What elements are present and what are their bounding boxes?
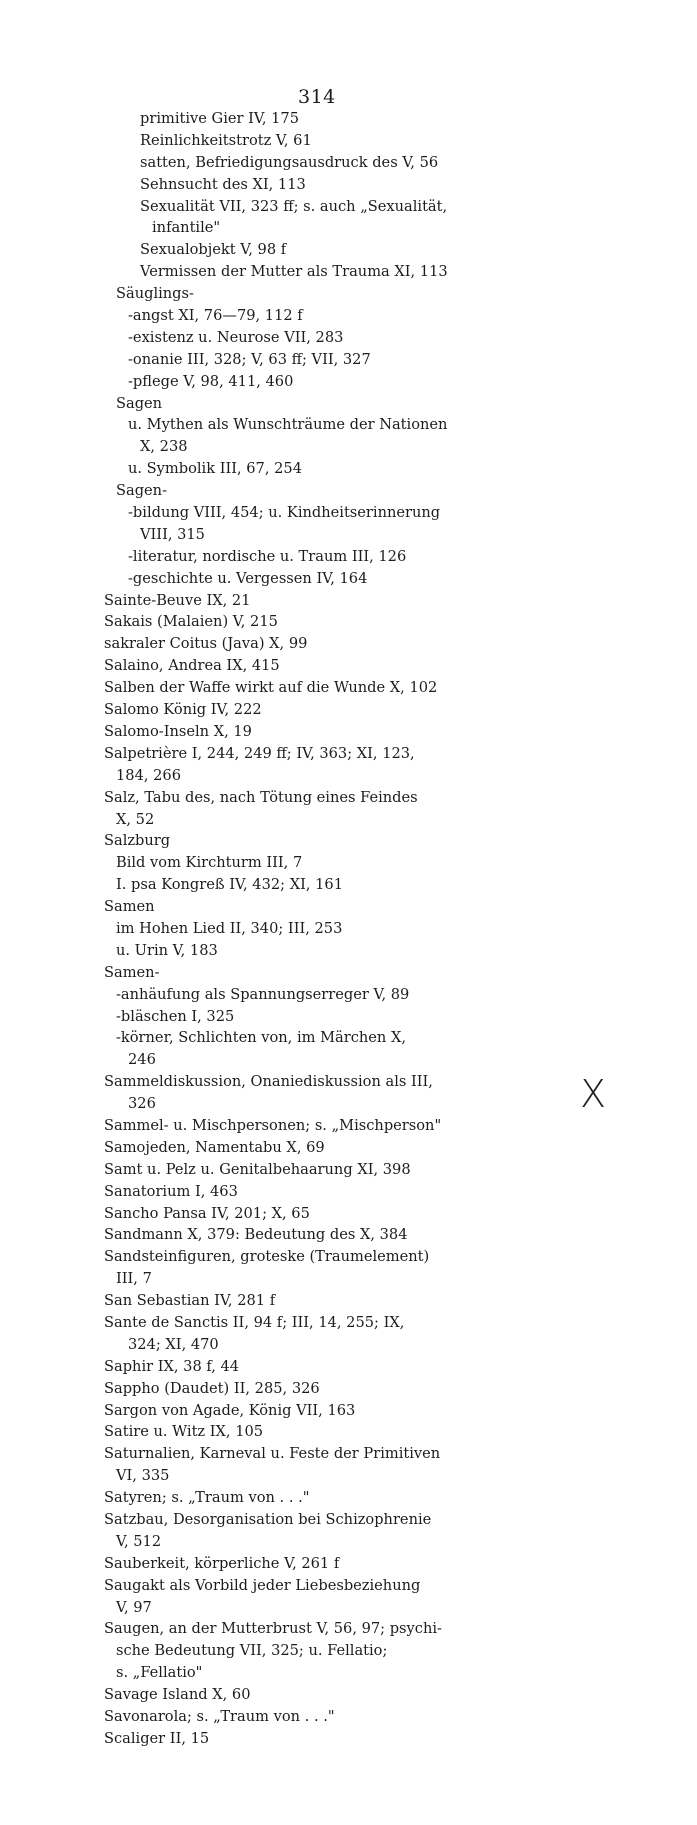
index-line: X, 52 [116, 810, 155, 828]
margin-mark: X [580, 1072, 607, 1116]
index-line: Savage Island X, 60 [104, 1686, 251, 1704]
index-line: -anhäufung als Spannungserreger V, 89 [116, 985, 410, 1003]
index-line: -onanie III, 328; V, 63 ff; VII, 327 [128, 350, 371, 368]
index-line: Satyren; s. „Traum von . . ." [104, 1489, 310, 1507]
index-line: Sandmann X, 379: Bedeutung des X, 384 [104, 1226, 408, 1244]
index-line: Sauberkeit, körperliche V, 261 f [104, 1554, 340, 1572]
index-line: satten, Befriedigungsausdruck des V, 56 [140, 153, 439, 171]
index-line: Samen- [104, 963, 160, 981]
index-line: Sexualität VII, 323 ff; s. auch „Sexualität, [140, 197, 448, 215]
index-line: 324; XI, 470 [128, 1335, 219, 1353]
index-line: Salz, Tabu des, nach Tötung eines Feindes [104, 788, 418, 806]
index-line: im Hohen Lied II, 340; III, 253 [116, 919, 343, 937]
index-line: I. psa Kongreß IV, 432; XI, 161 [116, 876, 343, 894]
index-line: Sammel- u. Mischpersonen; s. „Mischperson" [104, 1116, 442, 1134]
index-line: -bläschen I, 325 [116, 1007, 235, 1025]
index-line: Scaliger II, 15 [104, 1729, 210, 1747]
index-line: -körner, Schlichten von, im Märchen X, [116, 1029, 406, 1047]
index-line: V, 512 [116, 1532, 162, 1550]
index-line: Reinlichkeitstrotz V, 61 [140, 131, 312, 149]
index-line: -literatur, nordische u. Traum III, 126 [128, 547, 407, 565]
index-line: 246 [128, 1051, 156, 1069]
index-line: Samen [104, 898, 155, 916]
index-line: Sagen [116, 394, 163, 412]
index-line: -bildung VIII, 454; u. Kindheitserinnerung [128, 504, 441, 522]
index-line: 326 [128, 1095, 156, 1113]
index-line: San Sebastian IV, 281 f [104, 1292, 276, 1310]
index-line: Saugen, an der Mutterbrust V, 56, 97; psychi- [104, 1620, 442, 1638]
index-line: Säuglings- [116, 285, 194, 303]
index-line: infantile" [152, 219, 221, 237]
index-line: VIII, 315 [140, 525, 205, 543]
index-line: Salzburg [104, 832, 171, 850]
index-line: sche Bedeutung VII, 325; u. Fellatio; [116, 1642, 388, 1660]
index-line: -angst XI, 76—79, 112 f [128, 307, 303, 325]
index-line: Sainte-Beuve IX, 21 [104, 591, 251, 609]
index-line: X, 238 [140, 438, 188, 456]
page-number: 314 [298, 86, 336, 108]
index-line: Sandsteinfiguren, groteske (Traumelement) [104, 1248, 430, 1266]
index-line: u. Urin V, 183 [116, 941, 218, 959]
index-line: V, 97 [116, 1598, 152, 1616]
index-line: VI, 335 [116, 1467, 170, 1485]
index-line: Samt u. Pelz u. Genitalbehaarung XI, 398 [104, 1160, 411, 1178]
index-line: Salben der Waffe wirkt auf die Wunde X, 102 [104, 679, 438, 697]
index-line: Sante de Sanctis II, 94 f; III, 14, 255; IX, [104, 1313, 405, 1331]
index-entries [104, 108, 534, 1750]
index-line: Vermissen der Mutter als Trauma XI, 113 [140, 263, 448, 281]
index-line: Salpetrière I, 244, 249 ff; IV, 363; XI, 123, [104, 744, 415, 762]
index-line: Sammeldiskussion, Onaniediskussion als III, [104, 1073, 433, 1091]
index-line: -existenz u. Neurose VII, 283 [128, 328, 344, 346]
index-line: Salaino, Andrea IX, 415 [104, 657, 280, 675]
index-line: sakraler Coitus (Java) X, 99 [104, 635, 308, 653]
index-line: Savonarola; s. „Traum von . . ." [104, 1708, 335, 1726]
index-line: Salomo König IV, 222 [104, 701, 262, 719]
index-line: Sagen- [116, 482, 168, 500]
index-line: Saturnalien, Karneval u. Feste der Primitiven [104, 1445, 441, 1463]
index-line: Sargon von Agade, König VII, 163 [104, 1401, 356, 1419]
index-line: Salomo-Inseln X, 19 [104, 722, 252, 740]
index-line: 184, 266 [116, 766, 181, 784]
index-line: Sappho (Daudet) II, 285, 326 [104, 1379, 320, 1397]
index-line: s. „Fellatio" [116, 1664, 203, 1682]
index-line: Saugakt als Vorbild jeder Liebesbeziehung [104, 1576, 421, 1594]
index-line: Sexualobjekt V, 98 f [140, 241, 287, 259]
index-line: -geschichte u. Vergessen IV, 164 [128, 569, 368, 587]
index-line: Sanatorium I, 463 [104, 1182, 238, 1200]
index-line: u. Symbolik III, 67, 254 [128, 460, 302, 478]
index-line: Sakais (Malaien) V, 215 [104, 613, 278, 631]
index-line: Satzbau, Desorganisation bei Schizophrenie [104, 1511, 432, 1528]
index-line: Sehnsucht des XI, 113 [140, 175, 306, 193]
index-line: u. Mythen als Wunschträume der Nationen [128, 416, 448, 434]
index-line: III, 7 [116, 1270, 152, 1288]
index-line: Satire u. Witz IX, 105 [104, 1423, 264, 1441]
index-line: Bild vom Kirchturm III, 7 [116, 854, 303, 872]
index-line: primitive Gier IV, 175 [140, 110, 300, 127]
index-line: Sancho Pansa IV, 201; X, 65 [104, 1204, 310, 1222]
index-line: Samojeden, Namentabu X, 69 [104, 1138, 325, 1156]
index-line: Saphir IX, 38 f, 44 [104, 1357, 240, 1375]
index-line: -pflege V, 98, 411, 460 [128, 372, 294, 390]
